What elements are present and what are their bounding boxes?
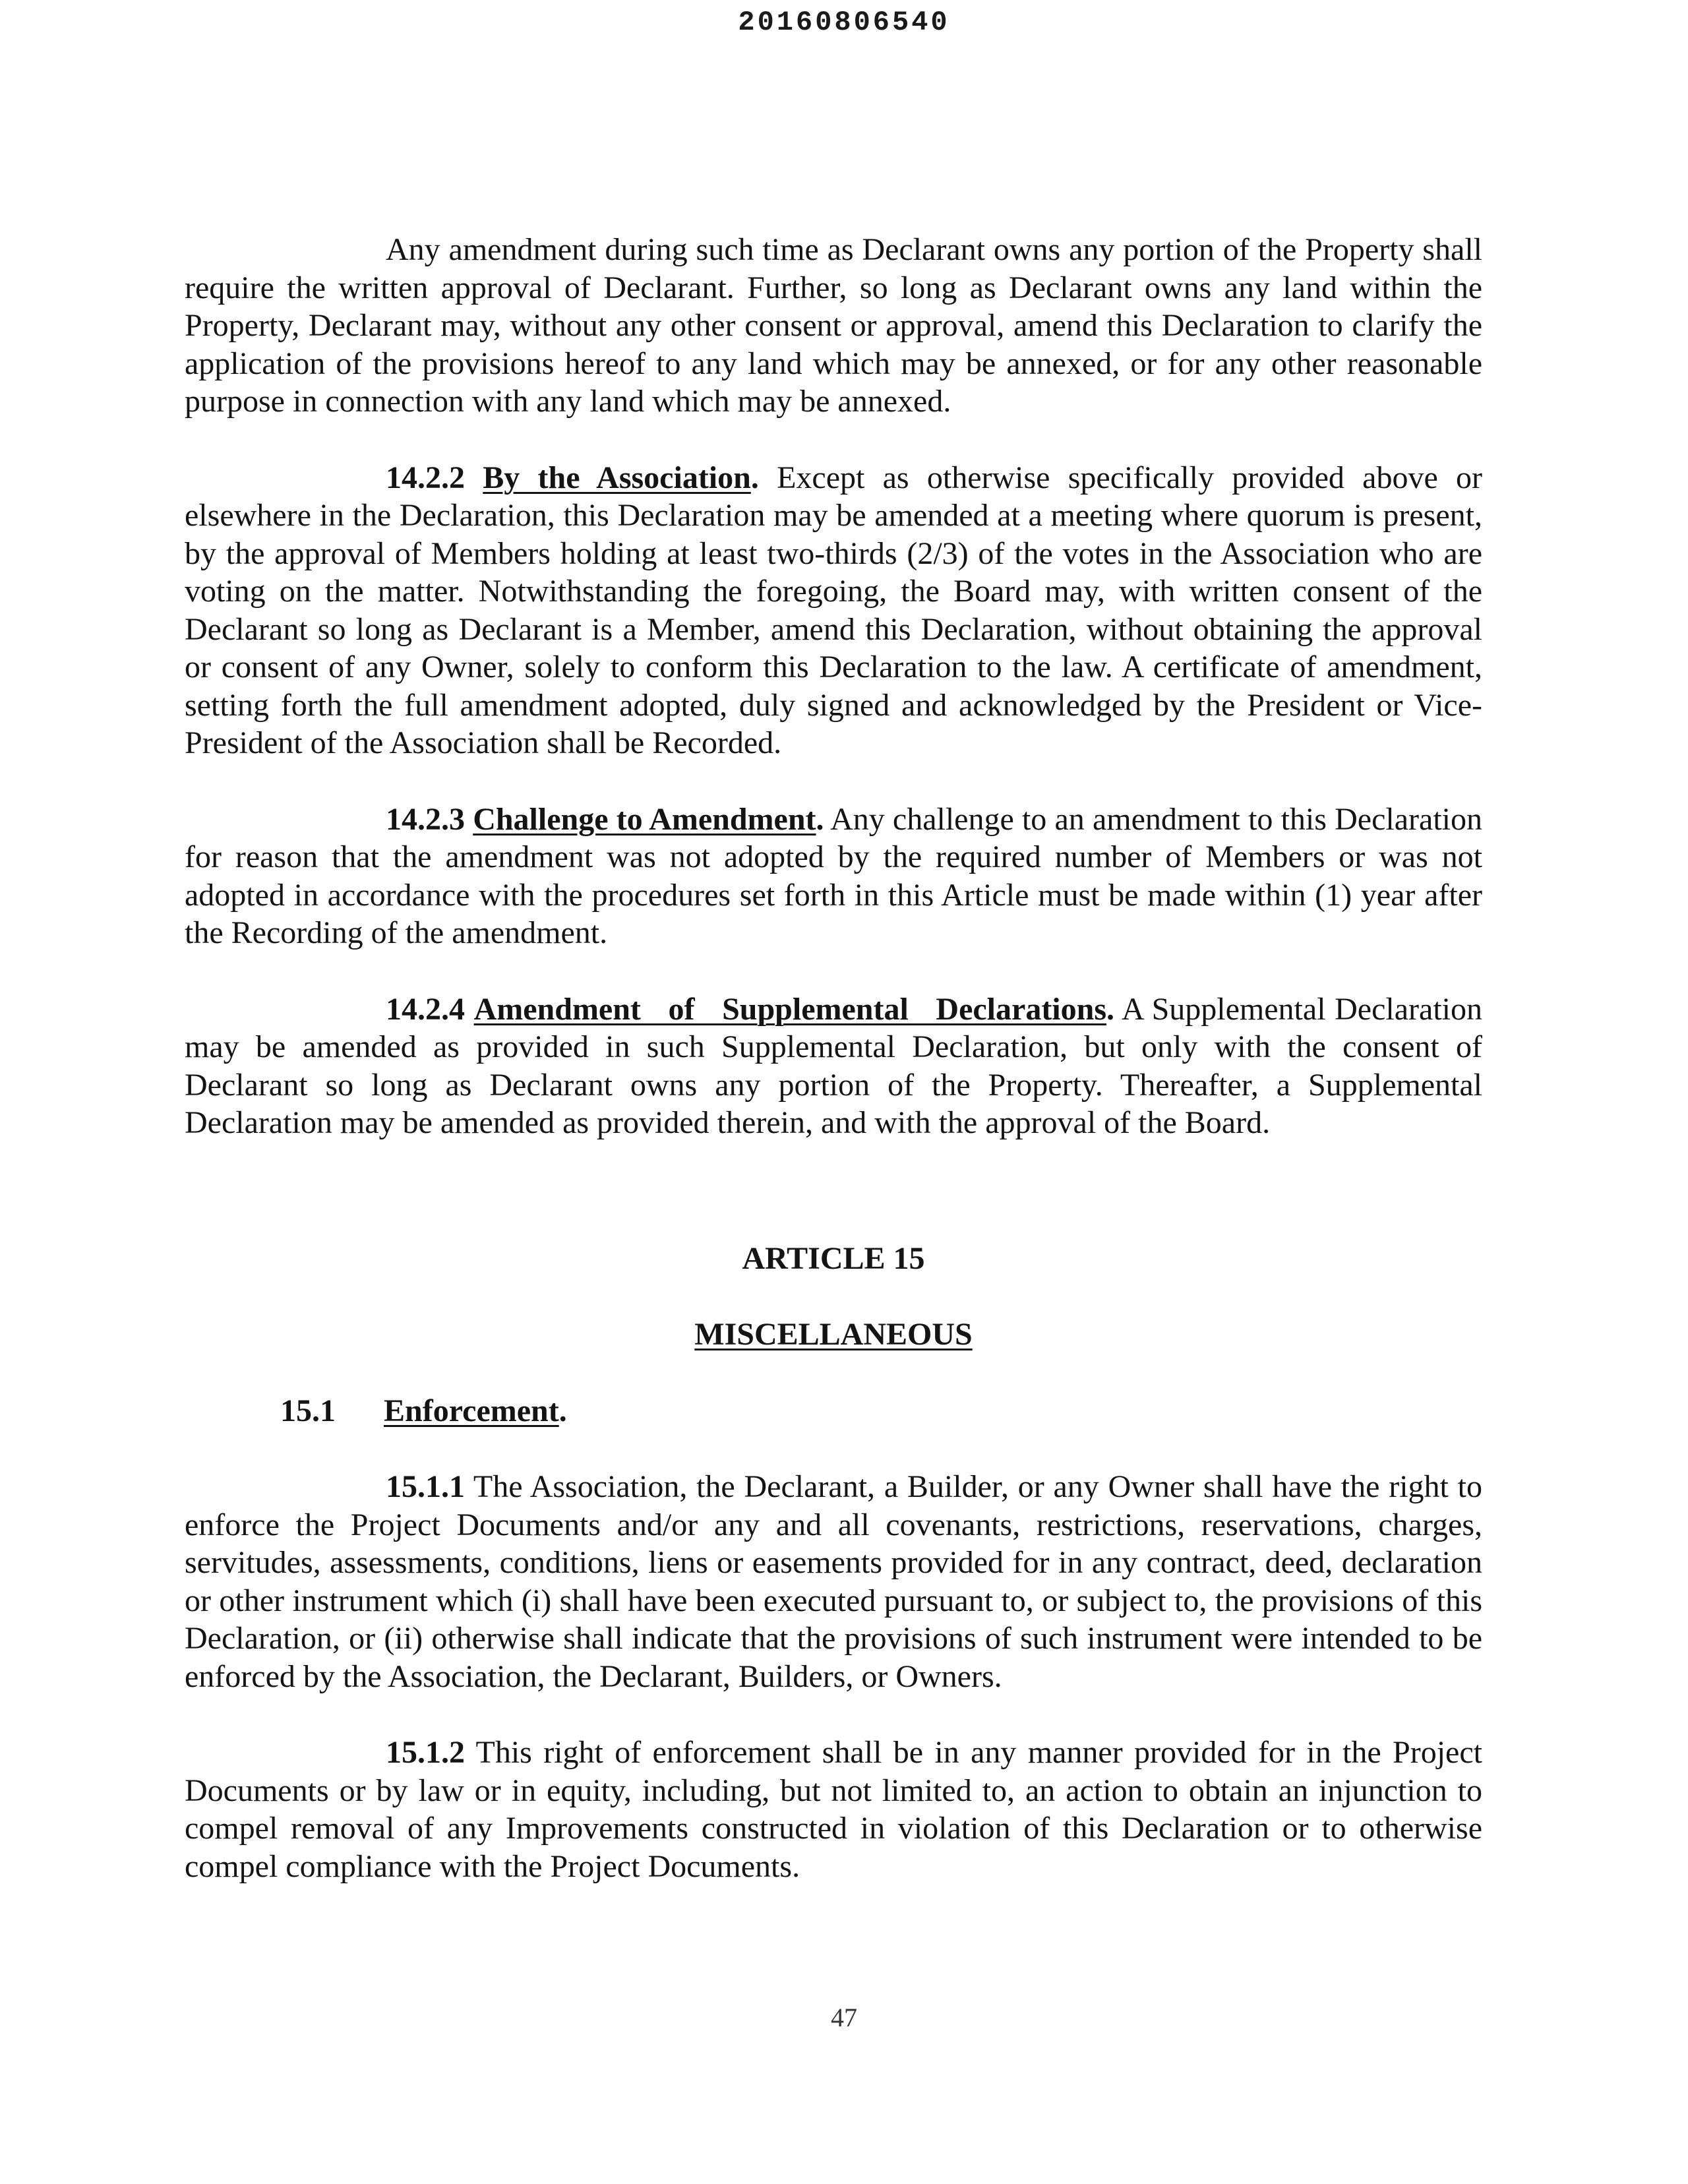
section-title: Amendment of Supplemental Declarations (473, 991, 1107, 1027)
section-15-1-2 (185, 1734, 1482, 1885)
section-title: Challenge to Amendment (473, 801, 816, 837)
section-text: Any challenge to an amendment to this Declaration for reason that the amendment was not adopted by the required number of Members or was not adopted in accordance with the procedures set forth in this Article must be made within (1) year after the Recording of the amendment. (185, 801, 1482, 950)
page-number: 47 (831, 2003, 857, 2032)
section-text: This right of enforcement shall be in any manner provided for in the Project Documents or by law or in equity, including, but not limited to, an action to obtain an injunction to compel removal of any Improvements constructed in violation of this Declaration or to otherwise compel compliance with the Project Documents. (185, 1735, 1482, 1884)
section-14-2-3: 14.2.3 Challenge to Amendment. Any challenge to an amendment to this Declaration for reason that the amendment was not adopted by the required number of Members or was not adopted in accordance with the procedures set forth in this Article must be made within (1) year after the Recording of the amendment. (185, 801, 1482, 950)
section-title: Enforcement (384, 1393, 559, 1428)
document-body (185, 231, 1482, 1885)
article-number: ARTICLE 15 (742, 1240, 925, 1276)
section-number: 15.1.1 (386, 1469, 465, 1504)
section-15-1-heading: 15.1 Enforcement. (185, 1392, 1482, 1430)
section-text: The Association, the Declarant, a Builder, or any Owner shall have the right to enforce the Project Documents and/or any and all covenants, restrictions, reservations, charges, servitudes, assessments, conditions, liens or easements provided for in any contract, deed, declaration or other instrument which (i) shall have been executed pursuant to, or subject to, the provisions of this Declaration, or (ii) otherwise shall indicate that the provisions of such instrument were intended to be enforced by the Association, the Declarant, Builders, or Owners. (185, 1469, 1482, 1694)
section-number: 15.1.2 (386, 1735, 465, 1770)
document-number: 20160806540 (738, 7, 950, 38)
section-number: 14.2.3 (386, 801, 465, 837)
section-title: By the Association (483, 460, 751, 495)
section-text: A Supplemental Declaration may be amended as provided in such Supplemental Declaration, but only with the consent of Declarant so long as Declarant owns any portion of the Property. Thereafter, a Supplemental Declaration may be amended as provided therein, and with the approval of the Board. (185, 991, 1482, 1140)
section-number: 15.1 (280, 1393, 336, 1428)
section-14-2-2: 14.2.2 By the Association. Except as otherwise specifically provided above or elsewhere in the Declaration, this Declaration may be amended at a meeting where quorum is present, by the approval of Members holding at least two-thirds (2/3) of the votes in the Association who are voting on the matter. Notwithstanding the foregoing, the Board may, with written consent of the Declarant so long as Declarant is a Member, amend this Declaration, without obtaining the approval or consent of any Owner, solely to conform this Declaration to the law. A certificate of amendment, setting forth the full amendment adopted, duly signed and acknowledged by the President or Vice-President of the Association shall be Recorded. (185, 460, 1482, 760)
article-title: MISCELLANEOUS (694, 1317, 973, 1352)
section-number: 14.2.4 (386, 991, 465, 1027)
section-15-1-1 (185, 1468, 1482, 1695)
intro-paragraph: Any amendment during such time as Declarant owns any portion of the Property shall require the written approval of Declarant. Further, so long as Declarant owns any land within the Property, Declarant may, without any other consent or approval, amend this Declaration to clarify the application of the provisions hereof to any land which may be annexed, or for any other reasonable purpose in connection with any land which may be annexed. (185, 232, 1482, 419)
section-text: Except as otherwise specifically provided above or elsewhere in the Declaration, this Declaration may be amended at a meeting where quorum is present, by the approval of Members holding at least two-thirds (2/3) of the votes in the Association who are voting on the matter. Notwithstanding the foregoing, the Board may, with written consent of the Declarant so long as Declarant is a Member, amend this Declaration, without obtaining the approval or consent of any Owner, solely to conform this Declaration to the law. A certificate of amendment, setting forth the full amendment adopted, duly signed and acknowledged by the President or Vice-President of the Association shall be Recorded. (185, 460, 1482, 760)
section-14-2-4: 14.2.4 Amendment of Supplemental Declarations. A Supplemental Declaration may be amended as provided in such Supplemental Declaration, but only with the consent of Declarant so long as Declarant owns any portion of the Property. Thereafter, a Supplemental Declaration may be amended as provided therein, and with the approval of the Board. (185, 991, 1482, 1140)
section-number: 14.2.2 (386, 460, 465, 495)
